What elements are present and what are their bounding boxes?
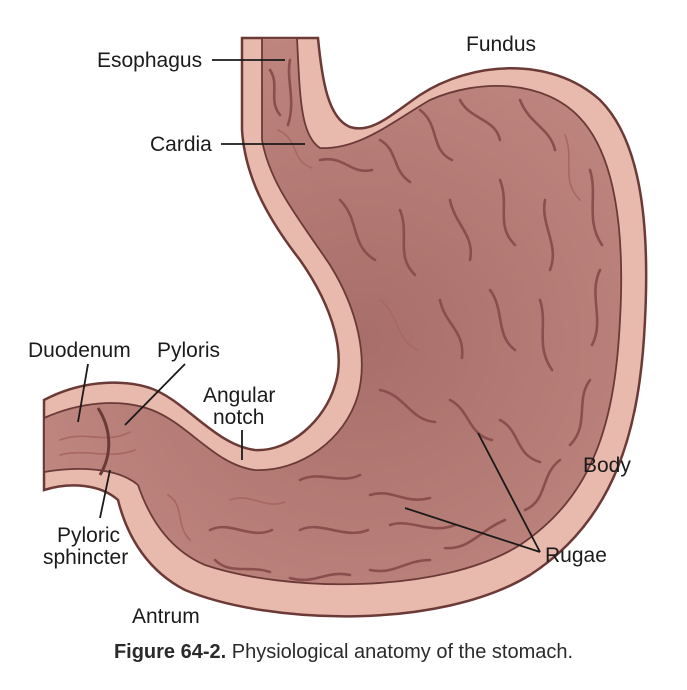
label-fundus: Fundus	[466, 33, 537, 56]
label-pyloric-sphincter-2: sphincter	[43, 546, 129, 569]
label-rugae: Rugae	[545, 544, 607, 567]
label-angular-notch-1: Angular	[203, 384, 276, 407]
figure-caption	[0, 641, 687, 664]
label-antrum: Antrum	[132, 605, 200, 628]
caption-number: Figure 64-2.	[113, 641, 227, 663]
label-angular-notch-2: notch	[213, 406, 265, 429]
label-cardia: Cardia	[150, 133, 212, 156]
caption-text: Physiological anatomy of the stomach.	[231, 641, 574, 663]
label-duodenum: Duodenum	[28, 339, 131, 362]
label-pyloric-sphincter-1: Pyloric	[57, 524, 121, 547]
label-body: Body	[583, 454, 631, 477]
label-pyloris: Pyloris	[157, 339, 221, 362]
label-esophagus: Esophagus	[97, 49, 203, 72]
